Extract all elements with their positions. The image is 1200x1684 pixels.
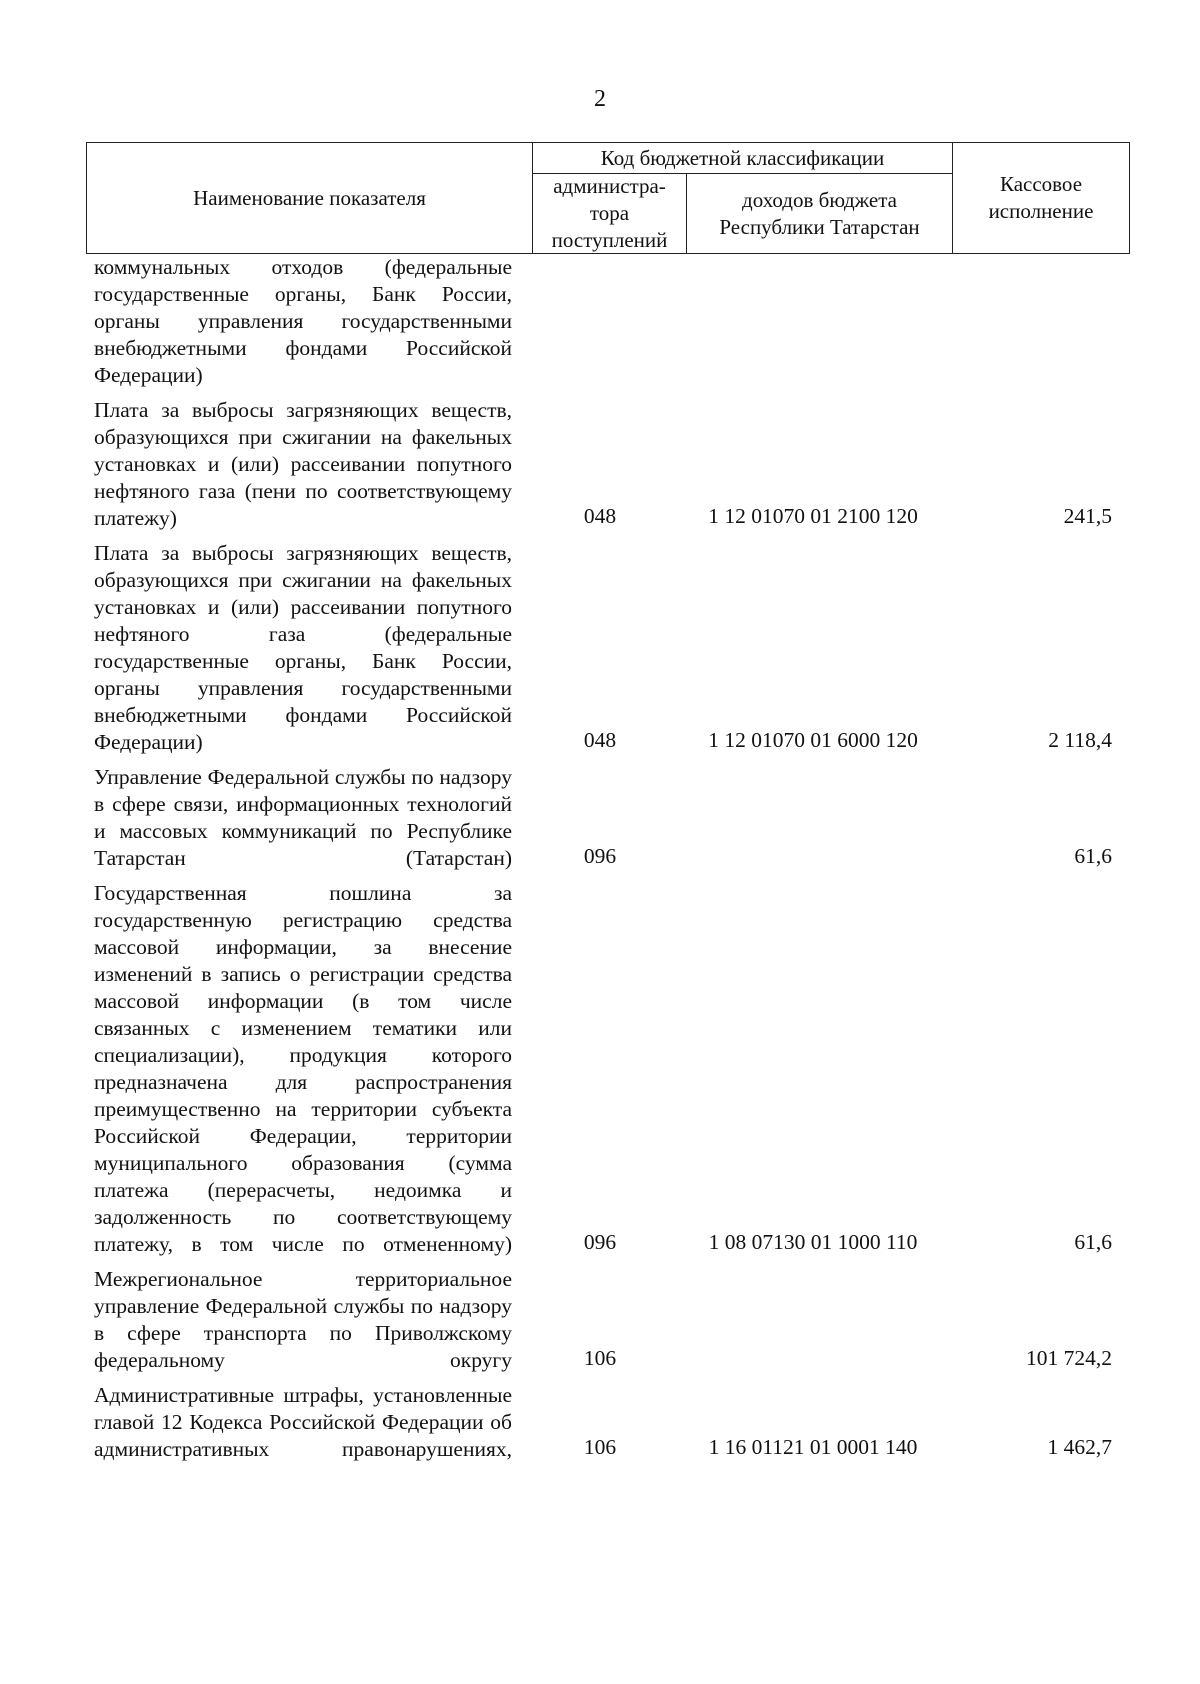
header-amount-col: Кассовое исполнение	[952, 142, 1130, 254]
row-admin-code: 048	[583, 728, 617, 752]
row-indicator-name: коммунальных отходов (федеральные государственные органы, Банк России, органы управления государственными внебюджетными фондами Российской Федерации)	[94, 255, 512, 387]
table-body	[0, 254, 1200, 1465]
table-row	[0, 397, 1200, 532]
row-admin-code: 096	[583, 1230, 617, 1254]
row-indicator-name: Административные штрафы, установленные главой 12 Кодекса Российской Федерации об административных правонарушениях,	[94, 1383, 512, 1461]
row-admin-code: 106	[583, 1435, 617, 1459]
row-admin-code: 048	[583, 504, 617, 528]
row-indicator-name: Межрегиональное территориальное управление Федеральной службы по надзору в сфере транспорта по Приволжскому федеральному округу	[94, 1267, 512, 1372]
row-amount: 1 462,7	[1047, 1435, 1112, 1459]
row-admin-code: 096	[583, 844, 617, 868]
row-income-code: 1 08 07130 01 1000 110	[708, 1230, 918, 1254]
table-row	[0, 1266, 1200, 1374]
row-amount: 241,5	[1063, 504, 1112, 528]
row-indicator-name: Плата за выбросы загрязняющих веществ, образующихся при сжигании на факельных установках и (или) рассеивании попутного нефтяного газа (пени по соответствующему платежу)	[94, 398, 512, 530]
row-admin-code: 106	[583, 1346, 617, 1370]
table-header	[86, 142, 1130, 254]
header-income-col: доходов бюджета Республики Татарстан	[686, 173, 953, 254]
row-income-code: 1 12 01070 01 2100 120	[708, 504, 918, 528]
table-row	[0, 1382, 1200, 1463]
header-admin-col: администра-тора поступлений	[532, 173, 687, 254]
row-indicator-name: Государственная пошлина за государственную регистрацию средства массовой информации, за внесение изменений в запись о регистрации средства массовой информации (в том числе связанных с изменением тематики или специализации), продукция которого предназначена для распространения преимущественно на территории субъекта Российской Федерации, территории муниципального образования (сумма платежа (перерасчеты, недоимка и задолженность по соответствующему платежу, в том числе по отмененному)	[94, 881, 512, 1256]
table-row	[0, 540, 1200, 756]
header-name-col: Наименование показателя	[86, 142, 533, 254]
page-number: 2	[594, 86, 606, 112]
table-row	[0, 880, 1200, 1258]
row-income-code: 1 12 01070 01 6000 120	[708, 728, 918, 752]
row-indicator-name: Управление Федеральной службы по надзору в сфере связи, информационных технологий и массовых коммуникаций по Республике Татарстан (Татарстан)	[94, 765, 512, 870]
header-code-group: Код бюджетной классификации	[532, 142, 953, 174]
row-income-code: 1 16 01121 01 0001 140	[708, 1435, 918, 1459]
row-indicator-name: Плата за выбросы загрязняющих веществ, образующихся при сжигании на факельных установках и (или) рассеивании попутного нефтяного газа (федеральные государственные органы, Банк России, органы управления государственными внебюджетными фондами Российской Федерации)	[94, 541, 512, 754]
row-amount: 101 724,2	[1026, 1346, 1112, 1370]
row-amount: 61,6	[1074, 844, 1112, 868]
row-amount: 61,6	[1074, 1230, 1112, 1254]
table-row	[0, 764, 1200, 872]
row-amount: 2 118,4	[1048, 728, 1112, 752]
table-row	[0, 254, 1200, 389]
